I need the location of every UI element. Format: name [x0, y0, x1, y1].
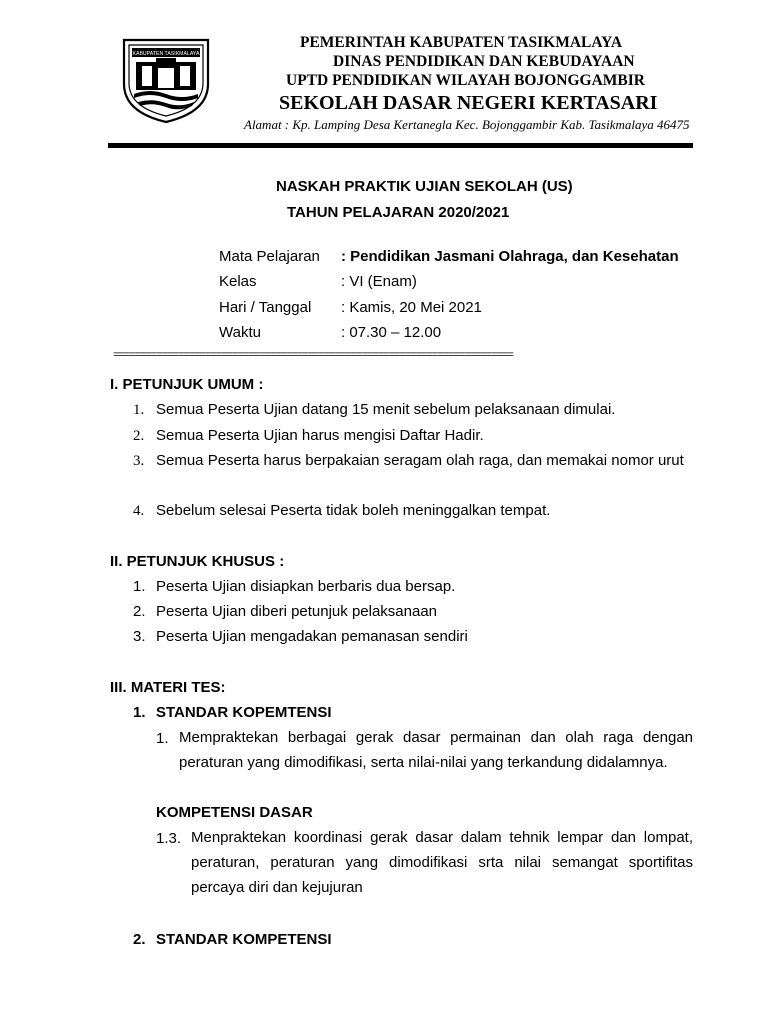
regency-emblem-icon	[118, 32, 214, 124]
list-item: Peserta Ujian disiapkan berbaris dua bersap.	[156, 578, 456, 595]
divider-line: ==========================================================================	[113, 350, 513, 362]
letterhead-department: DINAS PENDIDIKAN DAN KEBUDAYAAN	[333, 53, 635, 70]
list-item-number: 2.	[133, 428, 145, 444]
subsection-heading-basic-competency: KOMPETENSI DASAR	[156, 804, 313, 821]
list-item-number: 1.	[133, 578, 146, 595]
list-item: Semua Peserta harus berpakaian seragam olah raga, dan memakai nomor urut	[156, 452, 684, 469]
list-item: Mempraktekan berbagai gerak dasar permainan dan olah raga dengan peraturan yang dimodifikasi, serta nilai-nilai yang terkandung didalamnya.	[179, 729, 693, 771]
section-heading-general: I. PETUNJUK UMUM :	[110, 376, 264, 393]
subsection-heading-competency-standard-2: STANDAR KOMPETENSI	[156, 931, 332, 948]
letterhead-address: Alamat : Kp. Lamping Desa Kertanegla Kec. Bojonggambir Kab. Tasikmalaya 46475	[244, 117, 690, 132]
subsection-number: 1.	[133, 704, 146, 721]
info-value-date: : Kamis, 20 Mei 2021	[341, 299, 482, 316]
list-item-number: 1.	[133, 402, 145, 418]
letterhead-rule	[108, 143, 693, 148]
info-value-subject: : Pendidikan Jasmani Olahraga, dan Kesehatan	[341, 248, 679, 265]
section-heading-specific: II. PETUNJUK KHUSUS :	[110, 553, 285, 570]
info-label-date: Hari / Tanggal	[219, 299, 312, 316]
list-item-number: 3.	[133, 628, 146, 645]
list-item-number: 3.	[133, 453, 145, 469]
list-item: Semua Peserta Ujian datang 15 menit sebelum pelaksanaan dimulai.	[156, 401, 616, 418]
info-label-subject: Mata Pelajaran	[219, 248, 320, 265]
info-value-class: : VI (Enam)	[341, 273, 417, 290]
info-value-time: : 07.30 – 12.00	[341, 324, 442, 341]
list-item: Peserta Ujian mengadakan pemanasan sendiri	[156, 628, 468, 645]
info-label-time: Waktu	[219, 324, 261, 341]
info-label-class: Kelas	[219, 273, 257, 290]
list-item: Semua Peserta Ujian harus mengisi Daftar Hadir.	[156, 427, 484, 444]
logo-text: KABUPATEN TASIKMALAYA	[132, 51, 200, 57]
subsection-heading-competency-standard: STANDAR KOPEMTENSI	[156, 704, 332, 721]
letterhead-government: PEMERINTAH KABUPATEN TASIKMALAYA	[300, 34, 623, 51]
list-item-number: 1.	[156, 730, 169, 747]
letterhead-school-name: SEKOLAH DASAR NEGERI KERTASARI	[279, 92, 658, 114]
section-heading-material: III. MATERI TES:	[110, 679, 226, 696]
list-item: Menpraktekan koordinasi gerak dasar dalam tehnik lempar dan lompat, peraturan, peraturan yang dimodifikasi srta nilai semangat sportifitas percaya diri dan kejujuran	[191, 829, 693, 896]
document-subtitle: TAHUN PELAJARAN 2020/2021	[287, 204, 510, 221]
letterhead-uptd: UPTD PENDIDIKAN WILAYAH BOJONGGAMBIR	[286, 72, 645, 89]
list-item-number: 4.	[133, 503, 145, 519]
subsection-number: 2.	[133, 931, 146, 948]
list-item-number: 2.	[133, 603, 146, 620]
list-item: Sebelum selesai Peserta tidak boleh meninggalkan tempat.	[156, 502, 551, 519]
document-title: NASKAH PRAKTIK UJIAN SEKOLAH (US)	[276, 178, 573, 195]
list-item-number: 1.3.	[156, 830, 182, 847]
list-item: Peserta Ujian diberi petunjuk pelaksanaan	[156, 603, 438, 620]
